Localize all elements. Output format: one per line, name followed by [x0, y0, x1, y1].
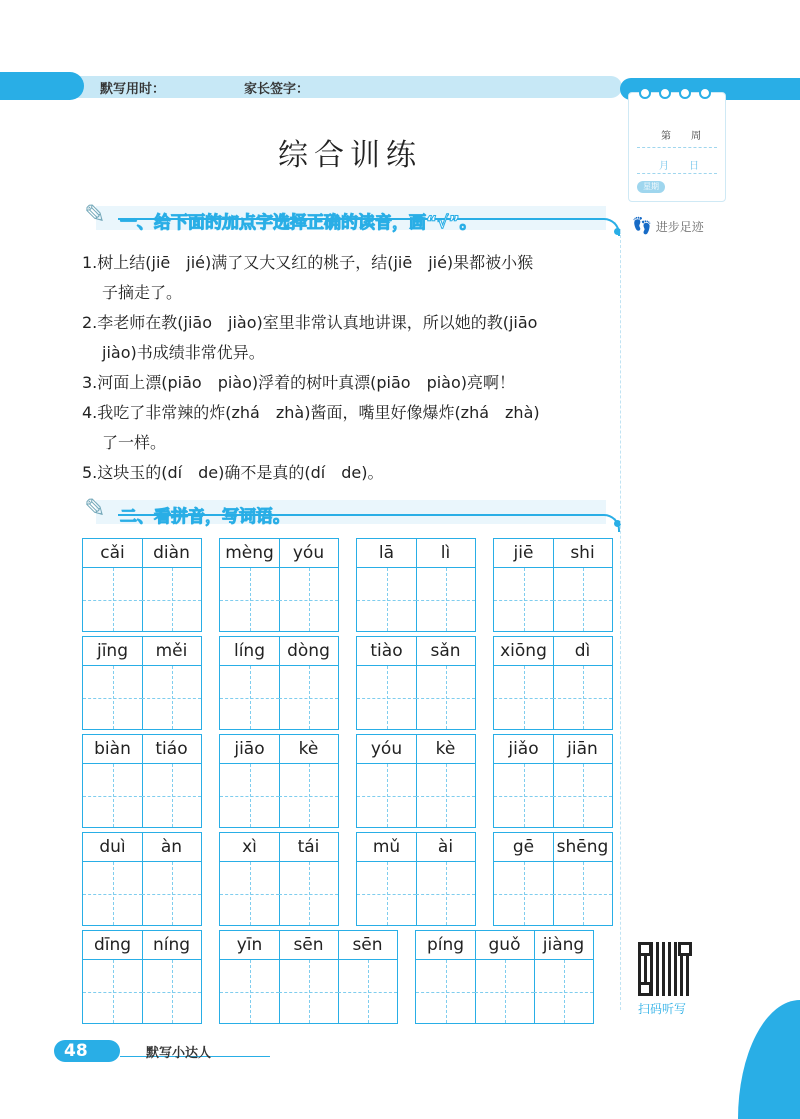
question-2-line2: jiào)书成绩非常优异。	[102, 343, 265, 362]
pinyin-label: sēn	[338, 931, 397, 960]
character-cell[interactable]	[142, 931, 201, 1023]
writing-box[interactable]	[416, 568, 475, 631]
qr-code[interactable]	[638, 942, 692, 996]
question-3-line1: 3.河面上漂(piāo piào)浮着的树叶真漂(piāo piào)亮啊！	[82, 373, 516, 392]
guide-line	[220, 992, 279, 993]
writing-box[interactable]	[494, 764, 553, 827]
pinyin-label: sēn	[279, 931, 338, 960]
guide-line	[357, 698, 416, 699]
pinyin-label: mǔ	[357, 833, 416, 862]
sign-label: 家长签字：	[244, 82, 310, 97]
question-4-line2: 了一样。	[102, 433, 167, 452]
guide-line	[142, 992, 201, 993]
time-label: 默写用时：	[100, 82, 166, 97]
word-grid	[415, 930, 594, 1024]
writing-box[interactable]	[220, 764, 279, 827]
page-number: 48	[64, 1041, 88, 1061]
pinyin-label: guǒ	[475, 931, 534, 960]
pinyin-label: biàn	[83, 735, 142, 764]
character-cell[interactable]	[553, 637, 612, 729]
word-grid	[356, 832, 476, 926]
writing-box[interactable]	[142, 862, 201, 925]
writing-box[interactable]	[279, 960, 338, 1023]
writing-box[interactable]	[83, 862, 142, 925]
guide-line	[142, 796, 201, 797]
pinyin-label: sǎn	[416, 637, 475, 666]
character-cell[interactable]	[142, 833, 201, 925]
character-cell[interactable]	[83, 637, 143, 729]
pinyin-label: duì	[83, 833, 142, 862]
pinyin-label: diàn	[142, 539, 201, 568]
writing-box[interactable]	[220, 862, 279, 925]
writing-box[interactable]	[83, 960, 142, 1023]
character-cell[interactable]	[279, 931, 339, 1023]
page-title: 综合训练	[278, 138, 422, 173]
writing-box[interactable]	[338, 960, 397, 1023]
guide-line	[553, 698, 612, 699]
section1-title: 一、给下面的加点字选择正确的读音，画“√”。	[120, 213, 477, 233]
pinyin-label: tiáo	[142, 735, 201, 764]
writing-box[interactable]	[416, 666, 475, 729]
character-cell[interactable]	[220, 931, 280, 1023]
writing-box[interactable]	[83, 764, 142, 827]
corner-decoration	[738, 1000, 800, 1119]
writing-box[interactable]	[553, 862, 612, 925]
pinyin-label: tiào	[357, 637, 416, 666]
character-cell[interactable]	[494, 833, 554, 925]
pinyin-label: shēng	[553, 833, 612, 862]
side-divider	[620, 230, 621, 1010]
writing-box[interactable]	[142, 666, 201, 729]
pinyin-label: jiǎo	[494, 735, 553, 764]
question-1-line2: 子摘走了。	[102, 283, 183, 302]
character-cell[interactable]	[220, 735, 280, 827]
word-grid	[493, 832, 613, 926]
word-grid	[219, 734, 339, 828]
writing-box[interactable]	[494, 568, 553, 631]
pinyin-label: gē	[494, 833, 553, 862]
character-cell[interactable]	[142, 735, 201, 827]
guide-line	[142, 894, 201, 895]
pinyin-label: kè	[279, 735, 338, 764]
writing-box[interactable]	[357, 568, 416, 631]
character-cell[interactable]	[475, 931, 535, 1023]
character-cell[interactable]	[416, 931, 476, 1023]
guide-line	[416, 796, 475, 797]
character-cell[interactable]	[416, 735, 475, 827]
character-cell[interactable]	[142, 539, 201, 631]
guide-line	[142, 600, 201, 601]
pencil-paper-icon: ✎	[84, 494, 106, 524]
guide-line	[494, 894, 553, 895]
word-grid	[82, 832, 202, 926]
guide-line	[416, 894, 475, 895]
word-grid	[356, 636, 476, 730]
character-cell[interactable]	[279, 539, 338, 631]
pinyin-label: xiōng	[494, 637, 553, 666]
writing-box[interactable]	[553, 764, 612, 827]
writing-box[interactable]	[357, 862, 416, 925]
qr-finder	[638, 942, 652, 956]
pinyin-label: àn	[142, 833, 201, 862]
writing-box[interactable]	[475, 960, 534, 1023]
character-cell[interactable]	[83, 735, 143, 827]
character-cell[interactable]	[494, 735, 554, 827]
character-cell[interactable]	[416, 833, 475, 925]
writing-box[interactable]	[534, 960, 593, 1023]
progress-label: 进步足迹	[655, 220, 704, 234]
guide-line	[279, 600, 338, 601]
question-5-line1: 5.这块玉的(dí de)确不是真的(dí de)。	[82, 463, 384, 482]
pinyin-label: yóu	[279, 539, 338, 568]
pinyin-label: yóu	[357, 735, 416, 764]
word-grid	[219, 832, 339, 926]
character-cell[interactable]	[279, 833, 338, 925]
guide-line	[220, 698, 279, 699]
pinyin-label: ài	[416, 833, 475, 862]
guide-line	[357, 600, 416, 601]
date-label: 月 日	[659, 161, 699, 172]
character-cell[interactable]	[357, 833, 417, 925]
question-2-line1: 2.李老师在教(jiāo jiào)室里非常认真地讲课，所以她的教(jiāo	[82, 313, 538, 332]
character-cell[interactable]	[416, 539, 475, 631]
pinyin-label: yīn	[220, 931, 279, 960]
guide-line	[416, 698, 475, 699]
writing-box[interactable]	[220, 960, 279, 1023]
qr-caption: 扫码听写	[638, 1002, 687, 1016]
character-cell[interactable]	[83, 833, 143, 925]
guide-line	[279, 992, 338, 993]
character-cell[interactable]	[357, 637, 417, 729]
word-grid	[219, 636, 339, 730]
character-cell[interactable]	[494, 539, 554, 631]
writing-box[interactable]	[142, 764, 201, 827]
writing-box[interactable]	[279, 764, 338, 827]
writing-box[interactable]	[416, 960, 475, 1023]
pinyin-label: dīng	[83, 931, 142, 960]
guide-line	[142, 698, 201, 699]
footprint-icon: 👣	[632, 216, 652, 235]
pinyin-label: jīng	[83, 637, 142, 666]
ring-icon	[699, 87, 711, 99]
guide-line	[553, 600, 612, 601]
character-cell[interactable]	[279, 735, 338, 827]
writing-box[interactable]	[220, 666, 279, 729]
word-grid	[82, 636, 202, 730]
character-cell[interactable]	[83, 539, 143, 631]
word-grid	[493, 636, 613, 730]
guide-line	[83, 894, 142, 895]
pinyin-label: jiān	[553, 735, 612, 764]
pinyin-label: jiē	[494, 539, 553, 568]
question-4-line1: 4.我吃了非常辣的炸(zhá zhà)酱面，嘴里好像爆炸(zhá zhà)	[82, 403, 540, 422]
pinyin-label: měi	[142, 637, 201, 666]
pinyin-label: mèng	[220, 539, 279, 568]
writing-box[interactable]	[83, 568, 142, 631]
character-cell[interactable]	[220, 539, 280, 631]
word-grid	[493, 538, 613, 632]
writing-box[interactable]	[416, 764, 475, 827]
guide-line	[83, 992, 142, 993]
word-grid	[82, 930, 202, 1024]
guide-line	[357, 796, 416, 797]
word-grid	[493, 734, 613, 828]
character-cell[interactable]	[534, 931, 593, 1023]
character-cell[interactable]	[220, 833, 280, 925]
pinyin-label: píng	[416, 931, 475, 960]
pinyin-label: líng	[220, 637, 279, 666]
guide-line	[220, 600, 279, 601]
pinyin-label: shi	[553, 539, 612, 568]
guide-line	[553, 894, 612, 895]
qr-finder	[678, 942, 692, 956]
weekday-label: 星期	[637, 181, 665, 193]
word-grid	[219, 930, 398, 1024]
writing-box[interactable]	[279, 862, 338, 925]
writing-box[interactable]	[494, 666, 553, 729]
guide-line	[279, 698, 338, 699]
writing-box[interactable]	[142, 568, 201, 631]
guide-line	[338, 992, 397, 993]
word-grid	[356, 734, 476, 828]
writing-box[interactable]	[494, 862, 553, 925]
guide-line	[279, 796, 338, 797]
pinyin-label: dì	[553, 637, 612, 666]
guide-line	[494, 600, 553, 601]
section2-title: 二、看拼音，写词语。	[120, 507, 290, 527]
writing-box[interactable]	[279, 666, 338, 729]
writing-box[interactable]	[357, 666, 416, 729]
ring-icon	[639, 87, 651, 99]
guide-line	[494, 796, 553, 797]
pencil-paper-icon: ✎	[84, 200, 106, 230]
guide-line	[494, 698, 553, 699]
writing-box[interactable]	[357, 764, 416, 827]
word-grid	[82, 734, 202, 828]
writing-box[interactable]	[553, 666, 612, 729]
character-cell[interactable]	[553, 735, 612, 827]
qr-finder	[638, 982, 652, 996]
pinyin-label: lā	[357, 539, 416, 568]
guide-line	[220, 894, 279, 895]
word-grid	[82, 538, 202, 632]
writing-box[interactable]	[220, 568, 279, 631]
character-cell[interactable]	[220, 637, 280, 729]
writing-box[interactable]	[416, 862, 475, 925]
pinyin-label: lì	[416, 539, 475, 568]
character-cell[interactable]	[142, 637, 201, 729]
guide-line	[357, 894, 416, 895]
guide-line	[416, 992, 475, 993]
writing-box[interactable]	[83, 666, 142, 729]
character-cell[interactable]	[279, 637, 338, 729]
character-cell[interactable]	[338, 931, 397, 1023]
guide-line	[83, 796, 142, 797]
book-title: 默写小达人	[146, 1046, 212, 1061]
progress-footprints	[632, 216, 704, 235]
guide-line	[416, 600, 475, 601]
character-cell[interactable]	[494, 637, 554, 729]
writing-box[interactable]	[142, 960, 201, 1023]
question-1-line1: 1.树上结(jiē jié)满了又大又红的桃子，结(jiē jié)果都被小猴	[82, 253, 534, 272]
pinyin-label: níng	[142, 931, 201, 960]
character-cell[interactable]	[416, 637, 475, 729]
character-cell[interactable]	[553, 539, 612, 631]
character-cell[interactable]	[357, 735, 417, 827]
character-cell[interactable]	[357, 539, 417, 631]
header-tab	[0, 72, 84, 100]
guide-line	[534, 992, 593, 993]
character-cell[interactable]	[83, 931, 143, 1023]
guide-line	[475, 992, 534, 993]
pinyin-label: dòng	[279, 637, 338, 666]
word-grid	[219, 538, 339, 632]
guide-line	[220, 796, 279, 797]
guide-line	[83, 600, 142, 601]
guide-line	[279, 894, 338, 895]
week-label: 第 周	[661, 131, 701, 142]
ring-icon	[659, 87, 671, 99]
ring-icon	[679, 87, 691, 99]
pinyin-label: jiàng	[534, 931, 593, 960]
word-grid	[356, 538, 476, 632]
character-cell[interactable]	[553, 833, 612, 925]
pinyin-label: xì	[220, 833, 279, 862]
writing-box[interactable]	[279, 568, 338, 631]
pinyin-label: kè	[416, 735, 475, 764]
pinyin-label: tái	[279, 833, 338, 862]
guide-line	[553, 796, 612, 797]
pinyin-label: jiāo	[220, 735, 279, 764]
writing-box[interactable]	[553, 568, 612, 631]
pinyin-label: cǎi	[83, 539, 142, 568]
guide-line	[83, 698, 142, 699]
